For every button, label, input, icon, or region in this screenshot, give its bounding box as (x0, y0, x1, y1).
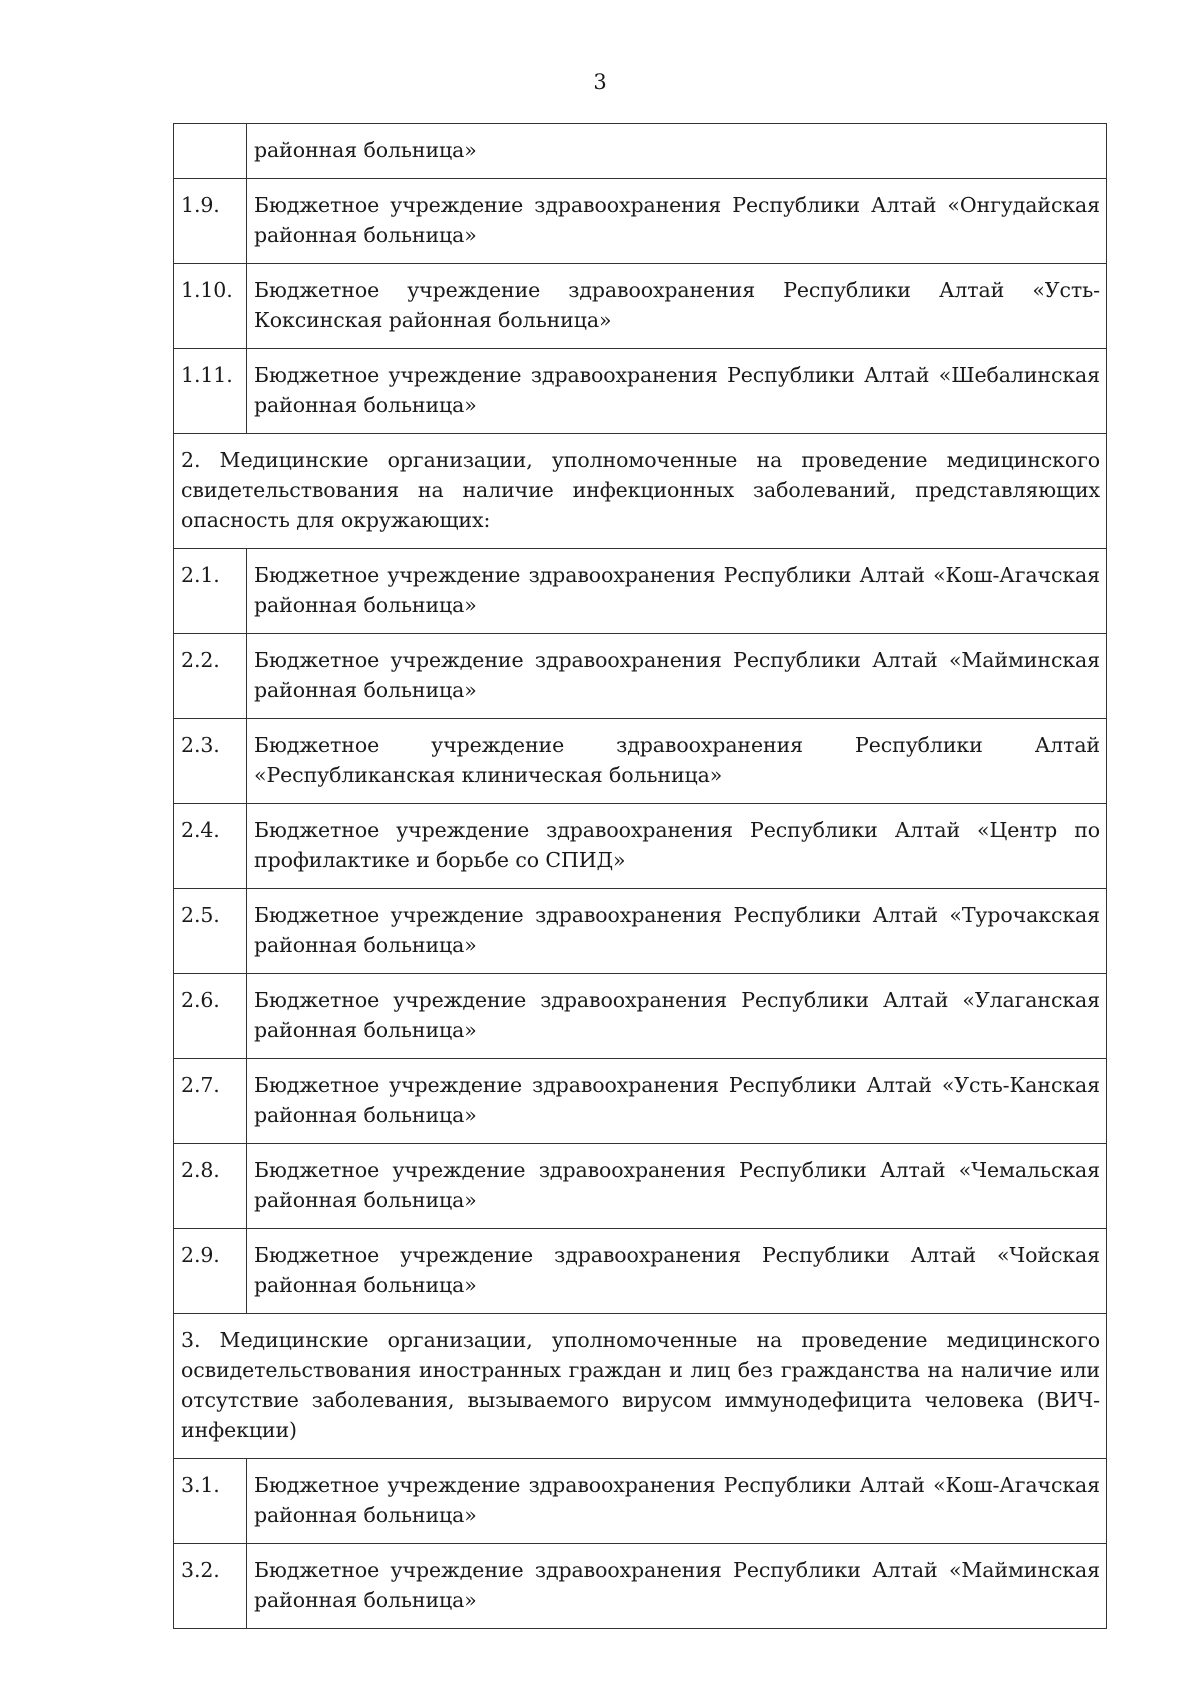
table-row (174, 719, 1107, 804)
row-number: 1.10. (174, 264, 247, 349)
organizations-table (173, 123, 1107, 1629)
organizations-table-body (174, 124, 1107, 1629)
row-number: 3.2. (174, 1544, 247, 1629)
row-number: 3.1. (174, 1459, 247, 1544)
row-number: 2.9. (174, 1229, 247, 1314)
table-row (174, 1059, 1107, 1144)
row-number: 2.3. (174, 719, 247, 804)
organization-name: Бюджетное учреждение здравоохранения Республики Алтай «Турочакская районная больница» (247, 889, 1107, 974)
row-number: 2.7. (174, 1059, 247, 1144)
organization-name: Бюджетное учреждение здравоохранения Республики Алтай «Чойская районная больница» (247, 1229, 1107, 1314)
section-heading: 2. Медицинские организации, уполномоченные на проведение медицинского свидетельствования на наличие инфекционных заболеваний, представляющих опасность для окружающих: (174, 434, 1107, 549)
row-number (174, 124, 247, 179)
organization-name: Бюджетное учреждение здравоохранения Республики Алтай «Майминская районная больница» (247, 1544, 1107, 1629)
table-row (174, 804, 1107, 889)
table-row (174, 889, 1107, 974)
organization-name: Бюджетное учреждение здравоохранения Республики Алтай «Усть-Коксинская районная больница» (247, 264, 1107, 349)
row-number: 2.6. (174, 974, 247, 1059)
organization-name: Бюджетное учреждение здравоохранения Республики Алтай «Улаганская районная больница» (247, 974, 1107, 1059)
row-number: 2.5. (174, 889, 247, 974)
organization-name: Бюджетное учреждение здравоохранения Республики Алтай «Шебалинская районная больница» (247, 349, 1107, 434)
organization-name: Бюджетное учреждение здравоохранения Республики Алтай «Чемальская районная больница» (247, 1144, 1107, 1229)
organization-name: Бюджетное учреждение здравоохранения Республики Алтай «Республиканская клиническая больница» (247, 719, 1107, 804)
row-number: 2.8. (174, 1144, 247, 1229)
table-row (174, 974, 1107, 1059)
table-row (174, 1229, 1107, 1314)
table-row (174, 264, 1107, 349)
organization-name: Бюджетное учреждение здравоохранения Республики Алтай «Кош-Агачская районная больница» (247, 1459, 1107, 1544)
table-row (174, 1144, 1107, 1229)
section-row (174, 434, 1107, 549)
organization-name: Бюджетное учреждение здравоохранения Республики Алтай «Центр по профилактике и борьбе со СПИД» (247, 804, 1107, 889)
row-number: 1.11. (174, 349, 247, 434)
section-row (174, 1314, 1107, 1459)
table-row (174, 1459, 1107, 1544)
table-row (174, 1544, 1107, 1629)
table-row (174, 124, 1107, 179)
table-row (174, 179, 1107, 264)
row-number: 2.2. (174, 634, 247, 719)
section-heading: 3. Медицинские организации, уполномоченные на проведение медицинского освидетельствования иностранных граждан и лиц без гражданства на наличие или отсутствие заболевания, вызываемого вирусом иммунодефицита человека (ВИЧ-инфекции) (174, 1314, 1107, 1459)
row-number: 2.4. (174, 804, 247, 889)
organization-name: Бюджетное учреждение здравоохранения Республики Алтай «Онгудайская районная больница» (247, 179, 1107, 264)
organization-name: районная больница» (247, 124, 1107, 179)
row-number: 2.1. (174, 549, 247, 634)
organization-name: Бюджетное учреждение здравоохранения Республики Алтай «Усть-Канская районная больница» (247, 1059, 1107, 1144)
page-number: 3 (593, 70, 607, 94)
table-row (174, 349, 1107, 434)
row-number: 1.9. (174, 179, 247, 264)
table-row (174, 634, 1107, 719)
organization-name: Бюджетное учреждение здравоохранения Республики Алтай «Майминская районная больница» (247, 634, 1107, 719)
table-row (174, 549, 1107, 634)
organization-name: Бюджетное учреждение здравоохранения Республики Алтай «Кош-Агачская районная больница» (247, 549, 1107, 634)
